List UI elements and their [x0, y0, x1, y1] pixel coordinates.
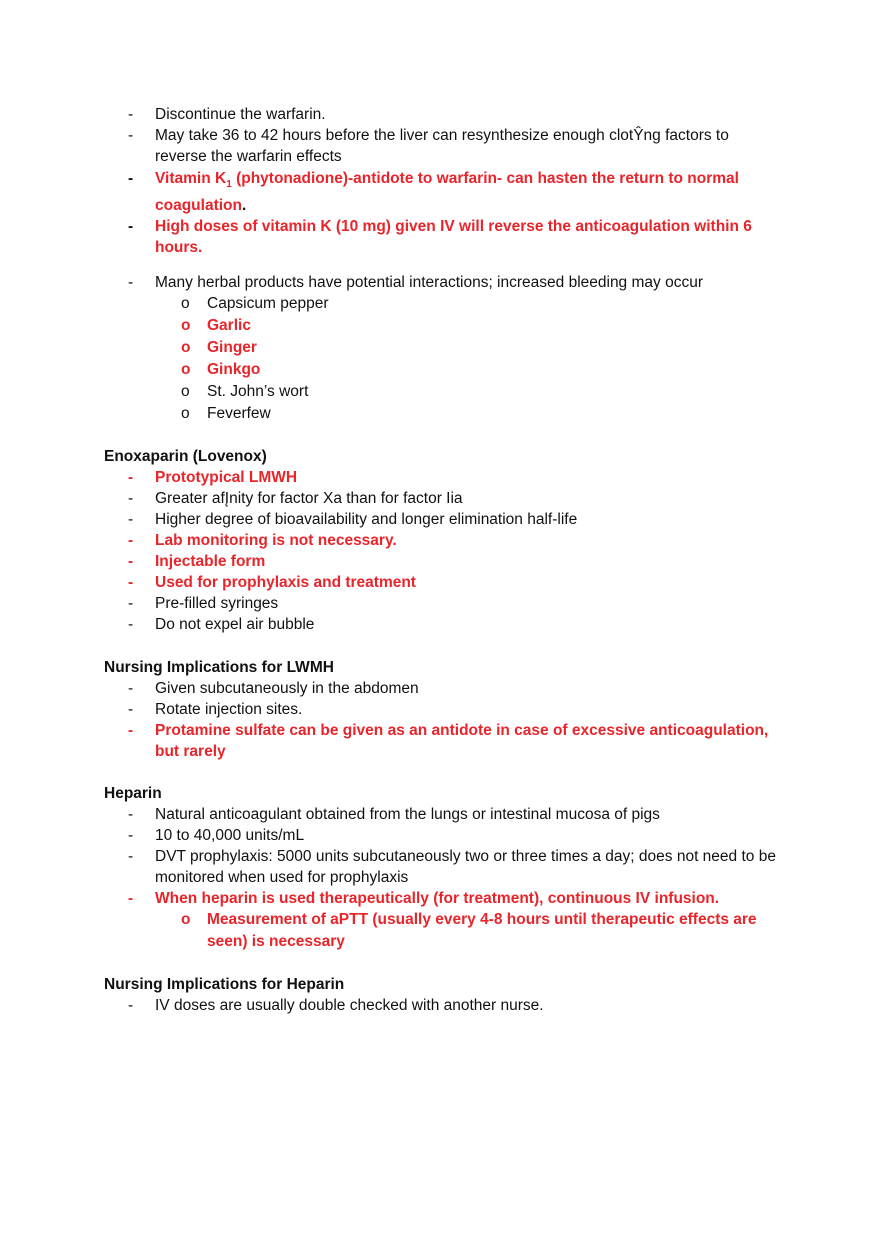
list-item-text: May take 36 to 42 hours before the liver can resynthesize enough clotŶng factors to reverse the warfarin effects — [155, 127, 729, 165]
list-item — [104, 825, 784, 846]
list-item-text: Injectable form — [155, 553, 266, 570]
list-item — [104, 168, 784, 216]
section-heading: Heparin — [104, 785, 162, 802]
dash-bullet: - — [128, 701, 134, 718]
lmwh-nursing-section — [104, 657, 784, 762]
list-item-text: Lab monitoring is not necessary. — [155, 532, 397, 549]
dash-bullet: - — [128, 532, 134, 549]
list-item — [104, 104, 784, 125]
dash-bullet: - — [128, 722, 134, 739]
circle-bullet: o — [181, 317, 191, 334]
list-item-text: Many herbal products have potential interactions; increased bleeding may occur — [155, 274, 703, 291]
list-item-text: DVT prophylaxis: 5000 units subcutaneously two or three times a day; does not need to be monitored when used for prophylaxis — [155, 848, 776, 886]
herb-name: Ginger — [207, 339, 257, 356]
sub-list-item-text: Measurement of aPTT (usually every 4-8 hours until therapeutic effects are seen) is necessary — [207, 911, 757, 950]
circle-bullet: o — [181, 405, 190, 422]
dash-bullet: - — [128, 574, 134, 591]
sub-list-item — [104, 315, 784, 337]
herb-name: Garlic — [207, 317, 251, 334]
herb-name: St. John’s wort — [207, 383, 309, 400]
list-item-text: Used for prophylaxis and treatment — [155, 574, 416, 591]
circle-bullet: o — [181, 361, 191, 378]
list-item — [104, 888, 784, 909]
list-item — [104, 488, 784, 509]
period: . — [241, 197, 247, 215]
sub-list-item — [104, 359, 784, 381]
dash-bullet: - — [128, 106, 134, 123]
herb-name: Ginkgo — [207, 361, 261, 378]
list-item-text: 10 to 40,000 units/mL — [155, 827, 305, 844]
heparin-nursing-section — [104, 974, 784, 1016]
warfarin-section — [104, 104, 784, 258]
dash-bullet: - — [128, 553, 134, 570]
dash-bullet: - — [128, 274, 134, 291]
circle-bullet: o — [181, 383, 190, 400]
section-heading: Enoxaparin (Lovenox) — [104, 448, 267, 465]
list-item-text: Protamine sulfate can be given as an antidote in case of excessive anticoagulation, but rarely — [155, 722, 769, 760]
list-item — [104, 720, 784, 762]
list-item-text: Given subcutaneously in the abdomen — [155, 680, 419, 697]
sub-list-item — [104, 337, 784, 359]
enoxaparin-section — [104, 446, 784, 635]
section-heading: Nursing Implications for LWMH — [104, 659, 334, 676]
subscript: 1 — [226, 179, 232, 191]
list-item — [104, 530, 784, 551]
list-item — [104, 995, 784, 1016]
list-item — [104, 678, 784, 699]
circle-bullet: o — [181, 911, 191, 928]
dash-bullet: - — [128, 469, 134, 486]
dash-bullet: - — [128, 170, 134, 187]
list-item-text — [155, 168, 784, 216]
herbal-section — [104, 272, 784, 425]
dash-bullet: - — [128, 218, 134, 236]
list-item — [104, 467, 784, 488]
herb-name: Feverfew — [207, 405, 271, 422]
list-item-text: Discontinue the warfarin. — [155, 106, 326, 123]
list-item — [104, 216, 784, 258]
circle-bullet: o — [181, 339, 191, 356]
dash-bullet: - — [128, 806, 134, 823]
dash-bullet: - — [128, 680, 134, 697]
list-item — [104, 551, 784, 572]
list-item — [104, 272, 784, 293]
dash-bullet: - — [128, 827, 134, 844]
list-item-text: IV doses are usually double checked with another nurse. — [155, 997, 544, 1014]
list-item — [104, 846, 784, 888]
list-item-text: Higher degree of bioavailability and longer elimination half-life — [155, 511, 578, 528]
list-item — [104, 125, 784, 167]
list-item — [104, 699, 784, 720]
vitamin-k-text: (phytonadione)-antidote to warfarin- can hasten the return to normal coagulation — [155, 170, 739, 215]
list-item — [104, 614, 784, 635]
section-heading: Nursing Implications for Heparin — [104, 976, 345, 993]
herb-name: Capsicum pepper — [207, 295, 329, 312]
sub-list-item — [104, 293, 784, 315]
list-item-text: Do not expel air bubble — [155, 616, 315, 633]
sub-list-item — [104, 381, 784, 403]
list-item-text: When heparin is used therapeutically (for treatment), continuous IV infusion. — [155, 890, 720, 907]
dash-bullet: - — [128, 848, 134, 865]
list-item — [104, 572, 784, 593]
dash-bullet: - — [128, 616, 134, 633]
list-item — [104, 804, 784, 825]
dash-bullet: - — [128, 511, 134, 528]
dash-bullet: - — [128, 490, 134, 507]
vitamin-k-label: Vitamin K — [155, 170, 227, 187]
sub-list-item — [104, 403, 784, 425]
list-item-text: Rotate injection sites. — [155, 701, 303, 718]
list-item — [104, 509, 784, 530]
list-item-text: High doses of vitamin K (10 mg) given IV will reverse the anticoagulation within 6 hours. — [155, 218, 752, 257]
list-item-text: Pre-filled syringes — [155, 595, 279, 612]
dash-bullet: - — [128, 890, 134, 907]
list-item — [104, 593, 784, 614]
heparin-section — [104, 783, 784, 953]
list-item-text: Greater afĮnity for factor Xa than for factor Iia — [155, 490, 463, 507]
list-item-text: Natural anticoagulant obtained from the lungs or intestinal mucosa of pigs — [155, 806, 660, 823]
dash-bullet: - — [128, 997, 134, 1014]
sub-list-item — [104, 909, 784, 953]
dash-bullet: - — [128, 595, 134, 612]
dash-bullet: - — [128, 127, 134, 144]
circle-bullet: o — [181, 295, 190, 312]
list-item-text: Prototypical LMWH — [155, 469, 298, 486]
